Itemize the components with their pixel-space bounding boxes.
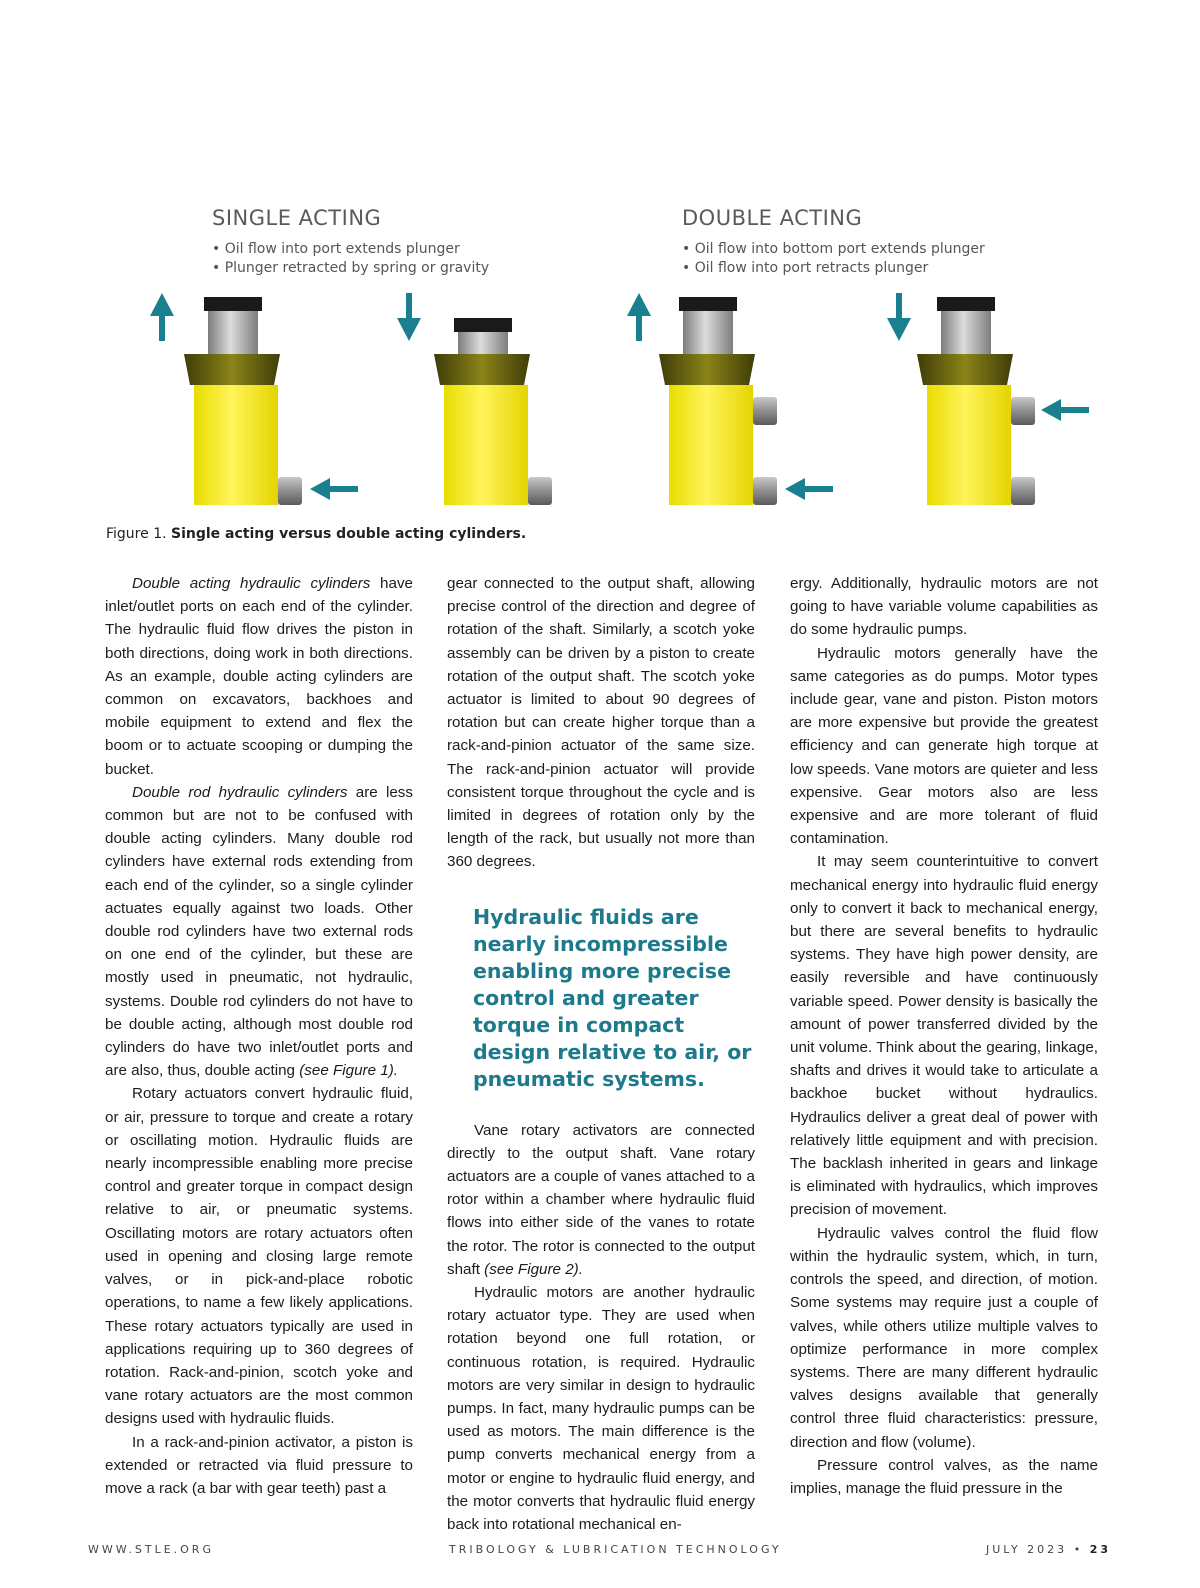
left-arrow-icon (785, 478, 833, 500)
collar (917, 354, 1013, 385)
figure-caption (106, 526, 526, 542)
collar (184, 354, 280, 385)
single-acting-retract-cylinder (397, 293, 552, 505)
plunger-cap (937, 297, 995, 311)
double-acting-retract-cylinder (887, 293, 1089, 505)
cylinder-body (444, 385, 528, 505)
term-double-rod: Double rod hydraulic cylinders (132, 783, 348, 801)
down-arrow-icon (887, 293, 911, 341)
column-3 (790, 572, 1098, 1500)
col2-paragraph-1: gear connected to the output shaft, allowing precise control of the direction and degree of rotation of the shaft. Similarly, a scotch yoke assembly can be driven by a piston to create rotation of the output shaft. The scotch yoke actuator is limited to about 90 degrees of rotation but can create higher torque than a rack-and-pinion actuator of the same size. The rack-and-pinion actuator will provide consistent torque throughout the cycle and is limited in degrees of rotation only by the length of the rack, but usually not more than 360 degrees. (447, 575, 755, 871)
col1-paragraph-1: Double acting hydraulic cylinders have inlet/outlet ports on each end of the cylinder. The hydraulic fluid flow drives the piston in both directions, doing work in both directions. As an example, double acting cylinders are common on excavators, backhoes and mobile equipment to extend and flex the boom or to actuate scooping or dumping the bucket. (105, 575, 413, 778)
col3-paragraph-1: ergy. Additionally, hydraulic motors are not going to have variable volume capabilities as do some hydraulic pumps. (790, 575, 1098, 639)
term-double-acting: Double acting hydraulic cylinders (132, 575, 371, 592)
double-acting-bullet-2: • Oil flow into port retracts plunger (682, 260, 929, 276)
col1-paragraph-4: In a rack-and-pinion activator, a piston is extended or retracted via fluid pressure to move a rack (a bar with gear teeth) past a (105, 1433, 413, 1497)
down-arrow-icon (397, 293, 421, 341)
collar (434, 354, 530, 385)
double-acting-bullets (682, 240, 985, 278)
footer-date: JULY 2023 (986, 1543, 1068, 1556)
footer-magazine: TRIBOLOGY & LUBRICATION TECHNOLOGY (449, 1543, 782, 1556)
up-arrow-icon (150, 293, 174, 341)
double-acting-bullet-1: • Oil flow into bottom port extends plunger (682, 241, 985, 257)
cylinder-figure (0, 280, 1200, 520)
single-acting-extend-cylinder (150, 293, 358, 505)
cylinder-body (927, 385, 1011, 505)
caption-text: Single acting versus double acting cylinders. (171, 526, 527, 542)
up-arrow-icon (627, 293, 651, 341)
cylinder-body (194, 385, 278, 505)
col2-paragraph-2: Vane rotary activators are connected directly to the output shaft. Vane rotary actuators are a couple of vanes attached to a rotor within a chamber where hydraulic fluid flows into either side of the vanes to rotate the rotor. The rotor is connected to the output shaft (see Figure 2). (447, 1121, 755, 1278)
plunger (458, 332, 508, 356)
footer-website: WWW.STLE.ORG (88, 1543, 214, 1556)
plunger-cap (204, 297, 262, 311)
cylinder-body (669, 385, 753, 505)
page-number: 23 (1089, 1543, 1111, 1556)
plunger-cap (454, 318, 512, 332)
col3-paragraph-2: Hydraulic motors generally have the same categories as do pumps. Motor types include gear, vane and piston. Piston motors are more expensive but provide the greatest efficiency and can generate high torque at low speeds. Vane motors are quieter and less expensive. Gear motors also are less expensive and are more tolerant of fluid contamination. (790, 644, 1098, 848)
column-1 (105, 572, 413, 1500)
bottom-oil-port (1011, 477, 1035, 505)
oil-port (278, 477, 302, 505)
footer-separator: • (1073, 1543, 1084, 1556)
plunger (208, 311, 258, 356)
col3-paragraph-5: Pressure control valves, as the name implies, manage the fluid pressure in the (790, 1456, 1098, 1497)
single-acting-bullet-2: • Plunger retracted by spring or gravity (212, 260, 490, 276)
double-acting-title: DOUBLE ACTING (682, 206, 863, 230)
oil-port (528, 477, 552, 505)
pull-quote: Hydraulic fluids are nearly incompressible enabling more precise control and greater torque in compact design relative to air, or pneumatic systems. (473, 904, 752, 1091)
collar (659, 354, 755, 385)
col3-paragraph-4: Hydraulic valves control the fluid flow within the hydraulic system, which, in turn, controls the speed, and direction, of motion. Some systems may require just a couple of valves, while others utilize multiple valves to optimize performance in more complex systems. There are many different hydraulic valves designs available that generally control three fluid characteristics: pressure, direction and flow (volume). (790, 1224, 1098, 1451)
single-acting-bullet-1: • Oil flow into port extends plunger (212, 241, 460, 257)
single-acting-title: SINGLE ACTING (212, 206, 382, 230)
top-oil-port (1011, 397, 1035, 425)
plunger-cap (679, 297, 737, 311)
figure-ref: (see Figure 2). (484, 1260, 583, 1278)
col1-paragraph-2: Double rod hydraulic cylinders are less common but are not to be confused with double acting cylinders. Many double rod cylinders have external rods extending from each end of the cylinder, so a single cylinder actuates equally against two loads. Other double rod cylinders have two external rods on one end of the cylinder, but these are mostly used in pneumatic, not hydraulic, systems. Double rod cylinders do not have to be double acting, although most double rod cylinders do have two inlet/outlet ports and are also, thus, double acting (see Figure 1). (105, 783, 413, 1080)
left-arrow-icon (310, 478, 358, 500)
col2-paragraph-3: Hydraulic motors are another hydraulic rotary actuator type. They are used when rotation beyond one full rotation, or continuous rotation, is required. Hydraulic motors are very similar in design to hydraulic pumps. In fact, many hydraulic pumps can be used as motors. The main difference is the pump converts mechanical energy from a motor or engine to hydraulic fluid energy, and the motor converts that hydraulic fluid energy back into rotational mechanical en- (447, 1284, 755, 1534)
plunger (683, 311, 733, 356)
figure-ref: (see Figure 1). (299, 1062, 398, 1080)
caption-prefix: Figure 1. (106, 526, 167, 542)
col3-paragraph-3: It may seem counterintuitive to convert mechanical energy into hydraulic fluid energy only to convert it back to mechanical energy, but there are several benefits to hydraulic systems. They have high power density, are easily reversible and have continuously variable speed. Power density is basically the amount of power transferred divided by the unit volume. Think about the gearing, linkage, shafts and drives it would take to articulate a backhoe bucket without hydraulics. Hydraulics deliver a great deal of power with relatively little equipment and with precision. The backlash inherited in gears and linkage is eliminated with hydraulics, which improves precision of movement. (790, 853, 1098, 1219)
footer-date-page (986, 1543, 1111, 1556)
plunger (941, 311, 991, 356)
column-2 (447, 572, 755, 1536)
col1-paragraph-3: Rotary actuators convert hydraulic fluid, or air, pressure to torque and create a rotary or oscillating motion. Hydraulic fluids are nearly incompressible enabling more precise control and greater torque in compact design relative to air, or pneumatic systems. Oscillating motors are rotary actuators often used in opening and closing large remote valves, or in pick-and-place robotic operations, to name a few likely applications. These rotary actuators typically are used in applications requiring up to 360 degrees of rotation. Rack-and-pinion, scotch yoke and vane rotary actuators are the most common designs used with hydraulic fluids. (105, 1085, 413, 1428)
left-arrow-icon (1041, 399, 1089, 421)
double-acting-extend-cylinder (627, 293, 833, 505)
single-acting-bullets (212, 240, 489, 278)
top-oil-port (753, 397, 777, 425)
bottom-oil-port (753, 477, 777, 505)
